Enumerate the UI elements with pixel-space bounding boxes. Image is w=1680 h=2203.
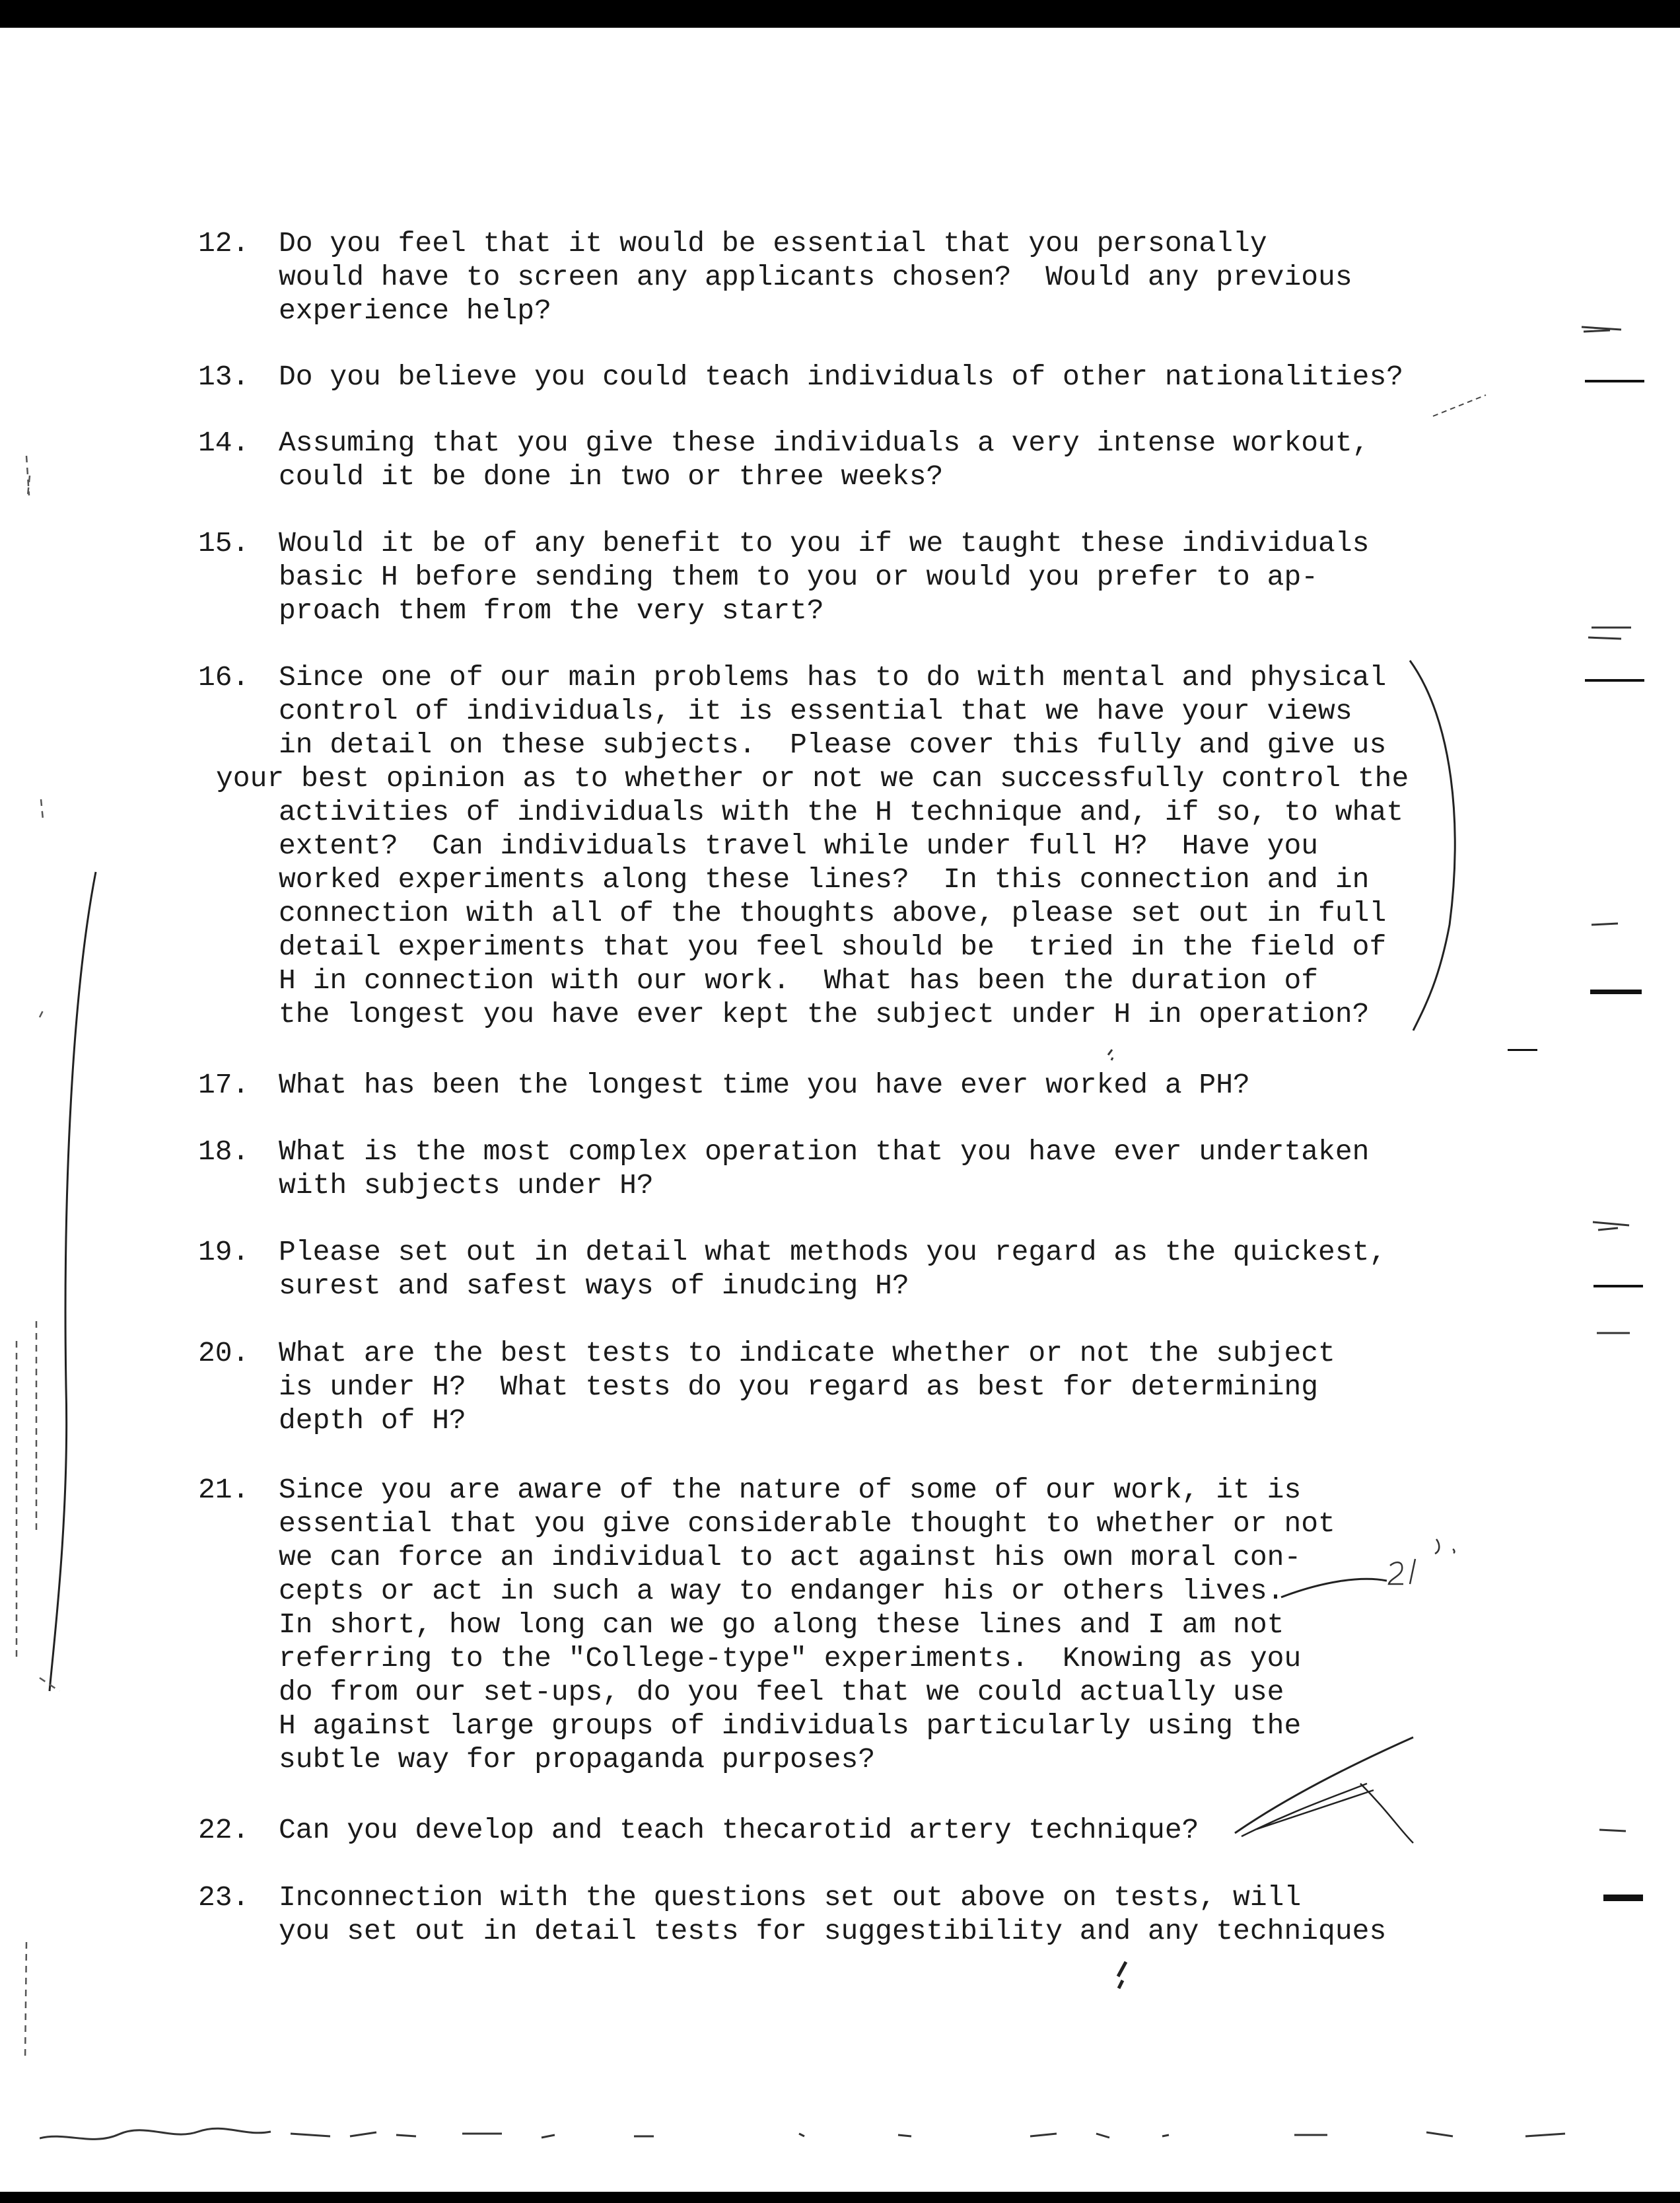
text-line: connection with all of the thoughts above, please set out in full — [279, 897, 1387, 929]
text-line: extent? Can individuals travel while under full H? Have you — [279, 830, 1319, 862]
text-line: Since you are aware of the nature of some of our work, it is — [279, 1474, 1302, 1506]
text-line: Assuming that you give these individuals a very intense workout, — [279, 427, 1370, 459]
text-line: subtle way for propaganda purposes? — [279, 1743, 876, 1776]
text-line: your best opinion as to whether or not we can successfully control the — [216, 762, 1409, 795]
text-line: What are the best tests to indicate whether or not the subject — [279, 1337, 1335, 1369]
text-line: essential that you give considerable thought to whether or not — [279, 1507, 1335, 1540]
text-line: experience help? — [279, 295, 551, 327]
question-number: 19. — [198, 1236, 250, 1268]
text-line: in detail on these subjects. Please cover this fully and give us — [279, 729, 1387, 761]
text-line: What is the most complex operation that you have ever undertaken — [279, 1136, 1370, 1168]
text-line: you set out in detail tests for suggestibility and any techniques — [279, 1915, 1387, 1947]
text-line: Can you develop and teach thecarotid artery technique? — [279, 1814, 1199, 1846]
text-line: Do you believe you could teach individuals of other nationalities? — [279, 361, 1404, 393]
text-line: detail experiments that you feel should be tried in the field of — [279, 931, 1387, 963]
question-number: 15. — [198, 527, 250, 560]
margin-line-mark — [50, 872, 96, 1691]
text-line: is under H? What tests do you regard as best for determining — [279, 1371, 1319, 1403]
text-line: What has been the longest time you have ever worked a PH? — [279, 1069, 1250, 1101]
text-line: H in connection with our work. What has been the duration of — [279, 964, 1319, 997]
question-number: 21. — [198, 1474, 250, 1506]
question-number: 18. — [198, 1136, 250, 1168]
text-line: Since one of our main problems has to do with mental and physical — [279, 661, 1387, 694]
text-line: surest and safest ways of inudcing H? — [279, 1270, 909, 1302]
bracket-mark — [1410, 661, 1455, 1030]
text-line: Inconnection with the questions set out above on tests, will — [279, 1881, 1302, 1914]
text-line: we can force an individual to act against his own moral con- — [279, 1541, 1302, 1573]
text-line: would have to screen any applicants chosen? Would any previous — [279, 261, 1352, 293]
text-line: with subjects under H? — [279, 1169, 654, 1202]
text-line: Please set out in detail what methods you regard as the quickest, — [279, 1236, 1387, 1268]
text-line: worked experiments along these lines? In this connection and in — [279, 863, 1370, 896]
text-line: do from our set-ups, do you feel that we could actually use — [279, 1676, 1284, 1708]
text-line: cepts or act in such a way to endanger his or others lives. — [279, 1575, 1284, 1607]
text-line: the longest you have ever kept the subject under H in operation? — [279, 998, 1370, 1030]
question-number: 14. — [198, 427, 250, 459]
text-line: basic H before sending them to you or would you prefer to ap- — [279, 561, 1319, 593]
text-line: Would it be of any benefit to you if we taught these individuals — [279, 527, 1370, 560]
text-line: depth of H? — [279, 1404, 466, 1437]
arrow-mark — [1281, 1579, 1387, 1597]
scan-bottom-border — [0, 2192, 1680, 2203]
question-number: 17. — [198, 1069, 250, 1101]
question-number: 20. — [198, 1337, 250, 1369]
scan-noise-strip — [40, 2122, 1638, 2148]
question-number: 22. — [198, 1814, 250, 1846]
question-number: 12. — [198, 227, 250, 260]
text-line: could it be done in two or three weeks? — [279, 460, 944, 493]
scribble-mark — [1235, 1737, 1413, 1833]
text-line: H against large groups of individuals particularly using the — [279, 1710, 1302, 1742]
question-number: 13. — [198, 361, 250, 393]
text-line: Do you feel that it would be essential that you personally — [279, 227, 1267, 260]
text-line: activities of individuals with the H technique and, if so, to what — [279, 796, 1404, 828]
text-line: referring to the "College-type" experiments. Knowing as you — [279, 1642, 1302, 1675]
question-number: 23. — [198, 1881, 250, 1914]
text-line: In short, how long can we go along these lines and I am not — [279, 1608, 1284, 1641]
text-line: control of individuals, it is essential that we have your views — [279, 695, 1352, 727]
text-line: proach them from the very start? — [279, 595, 824, 627]
question-number: 16. — [198, 661, 250, 694]
